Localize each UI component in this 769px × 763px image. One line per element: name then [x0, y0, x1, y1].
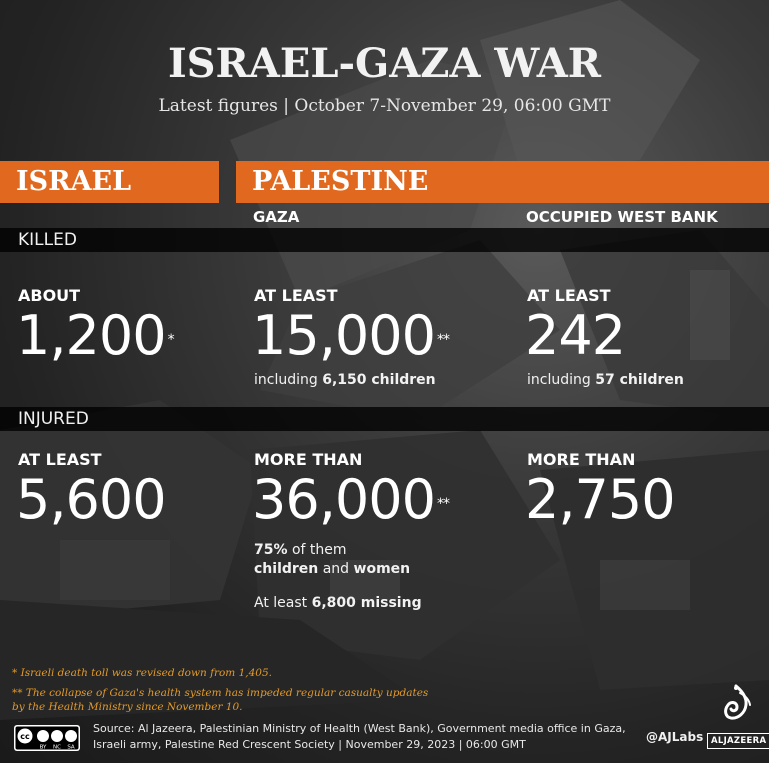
injured-gaza-note-1: 75% of them — [254, 542, 347, 558]
footnote-marker: ** — [436, 496, 449, 512]
injured-israel-lead: AT LEAST — [18, 450, 102, 469]
footnote-2-line-2: by the Health Ministry since November 10. — [12, 701, 243, 713]
cc-by-label: BY — [39, 744, 47, 751]
cc-label: cc — [20, 732, 30, 741]
injured-gaza-value: 36,000 ** — [252, 468, 449, 531]
injured-israel-value: 5,600 — [16, 468, 166, 531]
injured-west-bank-lead: MORE THAN — [527, 450, 636, 469]
source-line-2: Israeli army, Palestine Red Crescent Society | November 29, 2023 | 06:00 GMT — [93, 738, 526, 751]
column-header-gaza: GAZA — [253, 208, 300, 226]
page-title: ISRAEL-GAZA WAR — [167, 40, 602, 87]
row-label-injured: INJURED — [0, 407, 769, 431]
source-credit — [93, 721, 633, 753]
footnote-marker: ** — [436, 332, 449, 348]
row-label-killed: KILLED — [0, 228, 769, 252]
gaza-missing-note: At least 6,800 missing — [254, 595, 422, 611]
banner-israel: ISRAEL — [0, 161, 219, 203]
creative-commons-icon — [14, 725, 80, 751]
injured-west-bank-value: 2,750 — [525, 468, 675, 531]
killed-west-bank-value: 242 — [525, 304, 626, 367]
injured-gaza-note-2: children and women — [254, 561, 411, 577]
source-line-1: Source: Al Jazeera, Palestinian Ministry of Health (West Bank), Government media office in Gaza, — [93, 722, 626, 735]
column-header-west-bank: OCCUPIED WEST BANK — [526, 208, 718, 226]
killed-gaza-lead: AT LEAST — [254, 286, 338, 305]
footnote-2-line-1: ** The collapse of Gaza's health system has impeded regular casualty updates — [12, 687, 429, 699]
footnote-marker: * — [167, 332, 174, 348]
killed-west-bank-lead: AT LEAST — [527, 286, 611, 305]
ajlabs-handle: @AJLabs — [646, 730, 704, 744]
al-jazeera-logo-icon — [716, 683, 756, 723]
cc-nc-label: NC — [53, 744, 61, 751]
cc-sa-label: SA — [67, 744, 75, 751]
injured-gaza-lead: MORE THAN — [254, 450, 363, 469]
footnote-1: * Israeli death toll was revised down from 1,405. — [12, 667, 272, 679]
killed-gaza-note: including 6,150 children — [254, 372, 436, 388]
killed-west-bank-note: including 57 children — [527, 372, 684, 388]
al-jazeera-wordmark: ALJAZEERA — [707, 733, 769, 749]
banner-palestine: PALESTINE — [236, 161, 769, 203]
killed-israel-lead: ABOUT — [18, 286, 81, 305]
killed-gaza-value: 15,000 ** — [252, 304, 449, 367]
page-subtitle: Latest figures | October 7-November 29, 06:00 GMT — [158, 96, 611, 116]
killed-israel-value: 1,200 * — [16, 304, 174, 367]
